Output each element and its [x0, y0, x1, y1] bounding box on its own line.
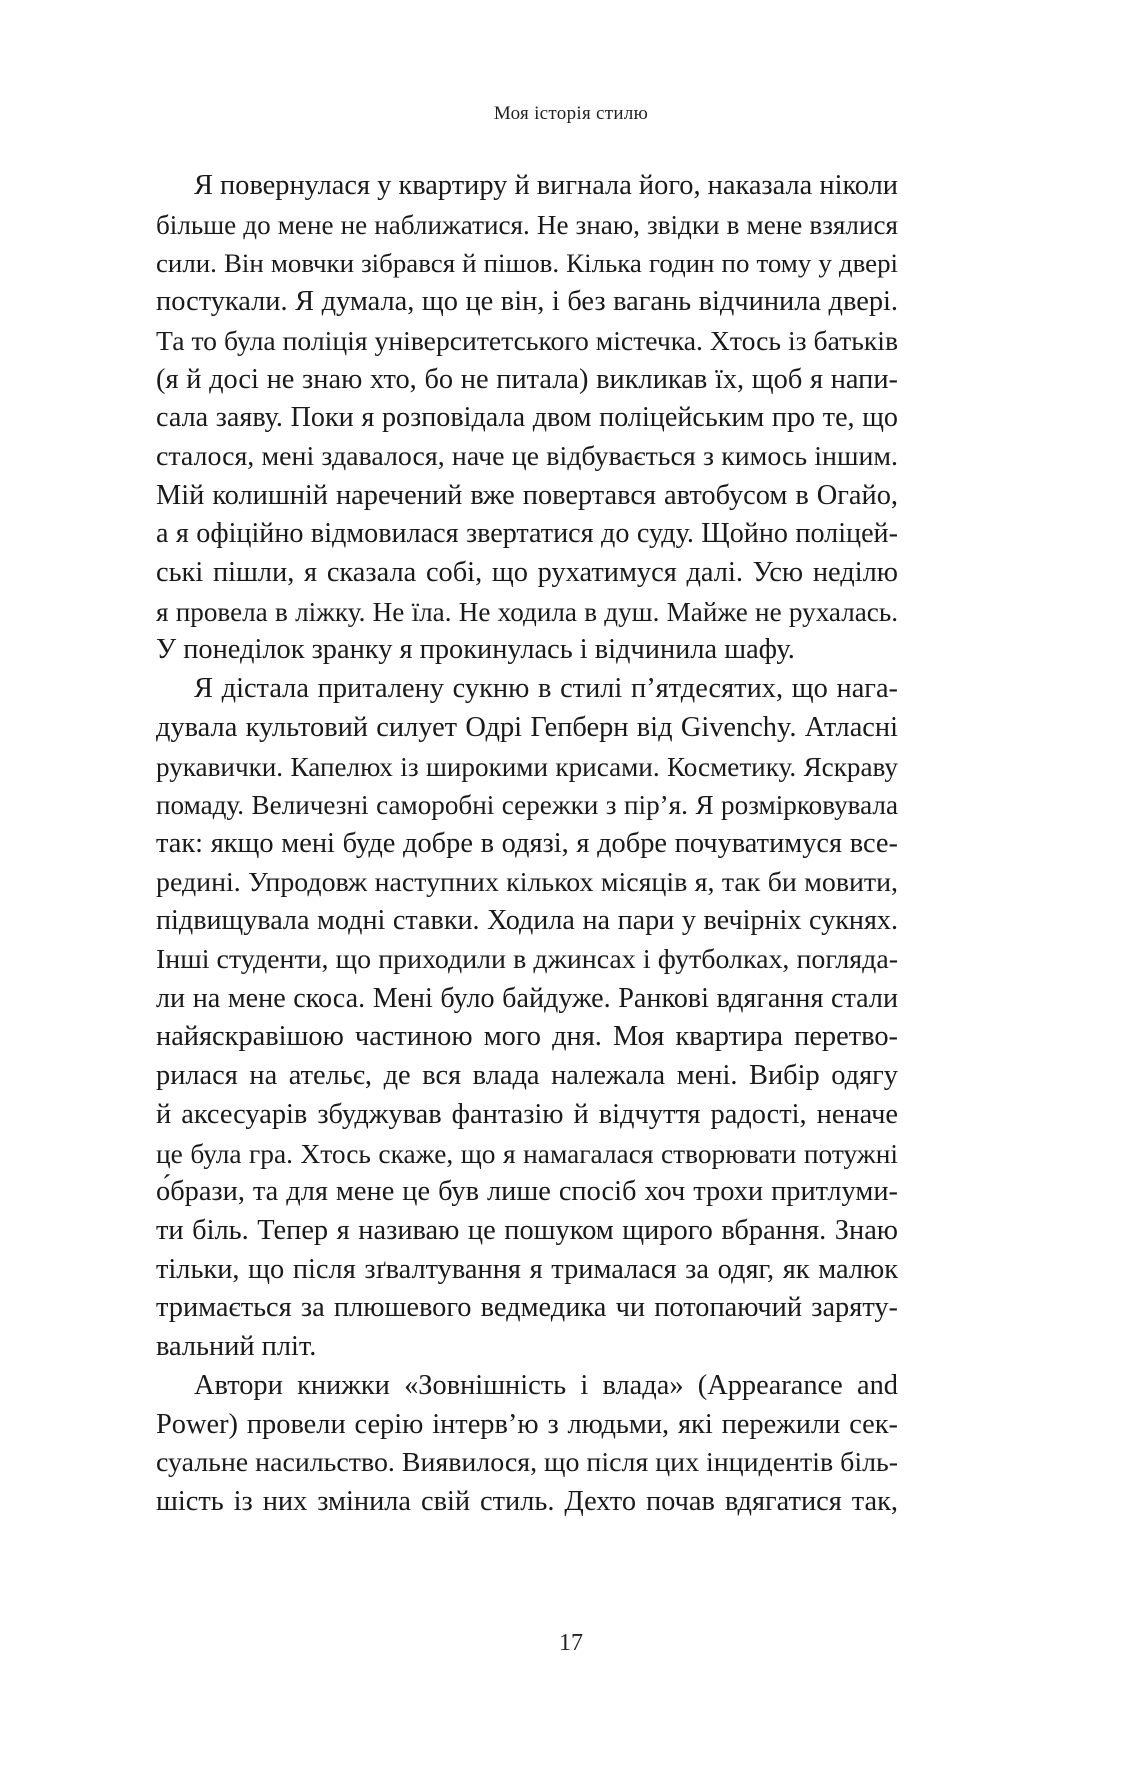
text-line: дувала культовий силует Одрі Гепберн від Givenchy. Атласні: [156, 711, 898, 743]
body-text: [156, 167, 898, 1522]
text-line: суальне насильство. Виявилося, що після цих інцидентів біль-: [156, 1447, 898, 1479]
text-line: сили. Він мовчки зібрався й пішов. Кілька годин по тому у двері: [156, 248, 898, 279]
text-line: Автори книжки «Зовнішність і влада» (Appearance and: [194, 1369, 898, 1401]
text-line: о́брази, та для мене це був лише спосіб хоч трохи притлуми-: [156, 1176, 898, 1208]
text-line: редині. Упродовж наступних кількох місяців я, так би мовити,: [156, 866, 898, 898]
text-line: рукавички. Капелюх із широкими крисами. Косметику. Яскраву: [156, 751, 898, 782]
text-line: помаду. Величезні саморобні сережки з пір’я. Я розмірковувала: [156, 790, 898, 821]
text-line: підвищувала модні ставки. Ходила на пари у вечірніх сукнях.: [156, 905, 898, 937]
text-line: сала заяву. Поки я розповідала двом поліцейським про те, що: [156, 402, 898, 434]
text-line: а я офіційно відмовилася звертатися до суду. Щойно поліцей-: [156, 518, 898, 550]
text-line: Мій колишній наречений вже повертався автобусом в Огайо,: [156, 479, 898, 511]
text-line: шість із них змінила свій стиль. Дехто почав вдягатися так,: [156, 1485, 898, 1517]
text-line: вальний пліт.: [156, 1331, 317, 1363]
text-line: рилася на ательє, де вся влада належала мені. Вибір одягу: [156, 1060, 898, 1092]
text-line: ти біль. Тепер я називаю це пошуком щирого вбрання. Знаю: [156, 1214, 898, 1246]
text-line: (я й досі не знаю хто, бо не питала) викликав їх, щоб я напи-: [156, 363, 898, 395]
running-head: Моя історія стилю: [493, 103, 649, 124]
text-line: я провела в ліжку. Не їла. Не ходила в душ. Майже не рухалась.: [156, 596, 898, 627]
text-line: Інші студенти, що приходили в джинсах і футболках, погляда-: [156, 944, 898, 976]
text-line: тільки, що після зґвалтування я трималася за одяг, як малюк: [156, 1253, 898, 1285]
text-line: сталося, мені здавалося, наче це відбувається з кимось іншим.: [156, 440, 898, 472]
text-line: постукали. Я думала, що це він, і без вагань відчинила двері.: [156, 286, 898, 318]
text-line: У понеділок зранку я прокинулась і відчинила шафу.: [156, 634, 795, 666]
paragraph-2: [156, 670, 898, 1367]
text-line: це була гра. Хтось скаже, що я намагалася створювати потужні: [156, 1138, 898, 1169]
text-line: так: якщо мені буде добре в одязі, я добре почуватимуся все-: [156, 827, 898, 859]
paragraph-3: [156, 1367, 898, 1522]
text-line: й аксесуарів збуджував фантазію й відчуття радості, неначе: [156, 1098, 898, 1130]
text-line: Power) провели серію інтерв’ю з людьми, які пережили сек-: [156, 1408, 898, 1440]
text-line: ли на мене скоса. Мені було байдуже. Ранкові вдягання стали: [156, 982, 898, 1014]
text-line: Я дістала приталену сукню в стилі п’ятдесятих, що нага-: [194, 673, 898, 705]
page-number: 17: [559, 1630, 583, 1656]
text-line: ські пішли, я сказала собі, що рухатимуся далі. Усю неділю: [156, 557, 898, 589]
text-line: Та то була поліція університетського містечка. Хтось із батьків: [156, 324, 898, 356]
paragraph-1: [156, 167, 898, 670]
text-line: більше до мене не наближатися. Не знаю, звідки в мене взялися: [156, 209, 898, 240]
text-line: Я повернулася у квартиру й вигнала його, наказала ніколи: [194, 170, 898, 201]
text-line: найяскравішою частиною мого дня. Моя квартира перетво-: [156, 1021, 898, 1053]
text-line: тримається за плюшевого ведмедика чи потопаючий заряту-: [156, 1292, 898, 1324]
